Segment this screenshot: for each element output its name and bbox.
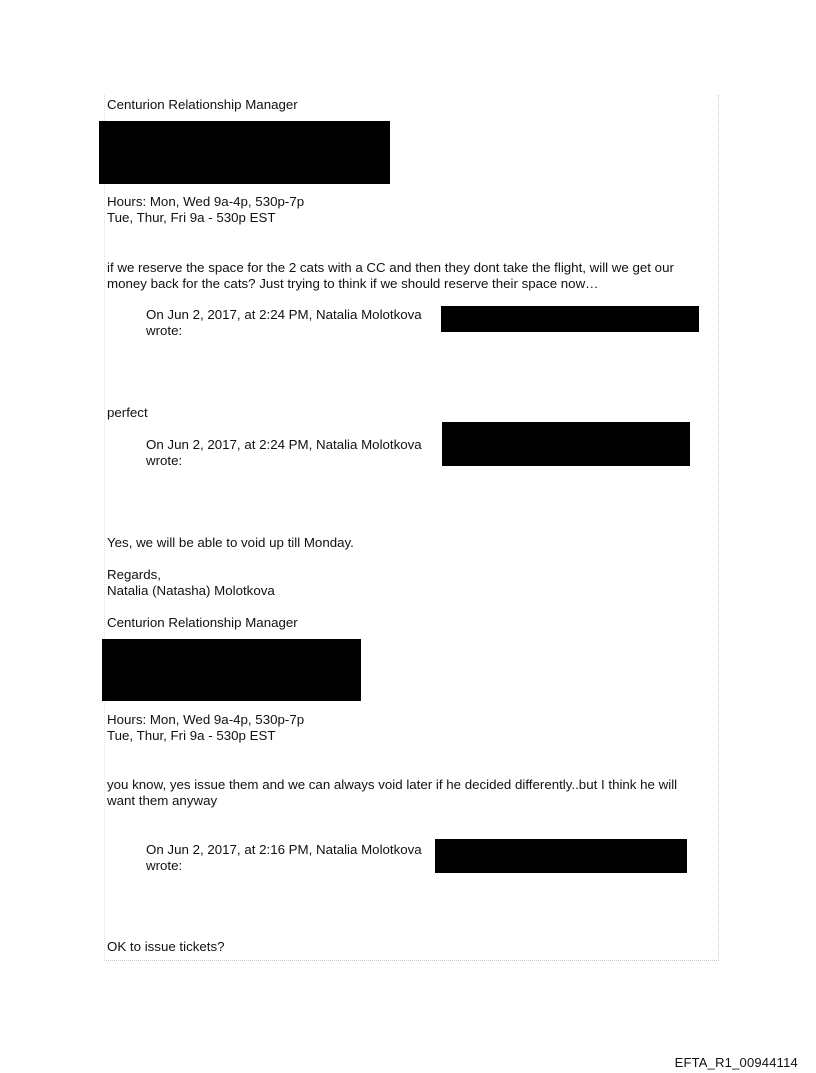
signature-title: Centurion Relationship Manager	[107, 615, 298, 630]
redacted-email-address	[435, 839, 687, 873]
message-line: Yes, we will be able to void up till Monday.	[107, 535, 354, 550]
signature-hours-line1: Hours: Mon, Wed 9a-4p, 530p-7p	[107, 194, 305, 209]
signature-title: Centurion Relationship Manager	[107, 97, 298, 112]
quoted-wrote: wrote:	[146, 858, 183, 873]
quoted-wrote: wrote:	[146, 323, 183, 338]
quoted-header: On Jun 2, 2017, at 2:16 PM, Natalia Molotkova	[146, 842, 422, 857]
message-line: if we reserve the space for the 2 cats with a CC and then they dont take the flight, will we get our	[107, 260, 674, 275]
redacted-email-address	[441, 306, 699, 332]
redacted-email-address	[442, 422, 690, 466]
signature-hours-line2: Tue, Thur, Fri 9a - 530p EST	[107, 210, 276, 225]
message-line: perfect	[107, 405, 148, 420]
signature-name: Natalia (Natasha) Molotkova	[107, 583, 275, 598]
message-line: OK to issue tickets?	[107, 939, 225, 954]
signature-hours-line2: Tue, Thur, Fri 9a - 530p EST	[107, 728, 276, 743]
quoted-wrote: wrote:	[146, 453, 183, 468]
redacted-contact-block	[99, 121, 390, 184]
message-line: money back for the cats? Just trying to think if we should reserve their space now…	[107, 276, 599, 291]
signature-hours-line1: Hours: Mon, Wed 9a-4p, 530p-7p	[107, 712, 305, 727]
message-line: you know, yes issue them and we can always void later if he decided differently..but I think he will	[107, 777, 678, 792]
redacted-contact-block	[102, 639, 361, 701]
document-id: EFTA_R1_00944114	[674, 1055, 798, 1070]
quoted-header: On Jun 2, 2017, at 2:24 PM, Natalia Molotkova	[146, 437, 422, 452]
quoted-header: On Jun 2, 2017, at 2:24 PM, Natalia Molotkova	[146, 307, 422, 322]
signature-regards: Regards,	[107, 567, 161, 582]
message-line: want them anyway	[107, 793, 218, 808]
